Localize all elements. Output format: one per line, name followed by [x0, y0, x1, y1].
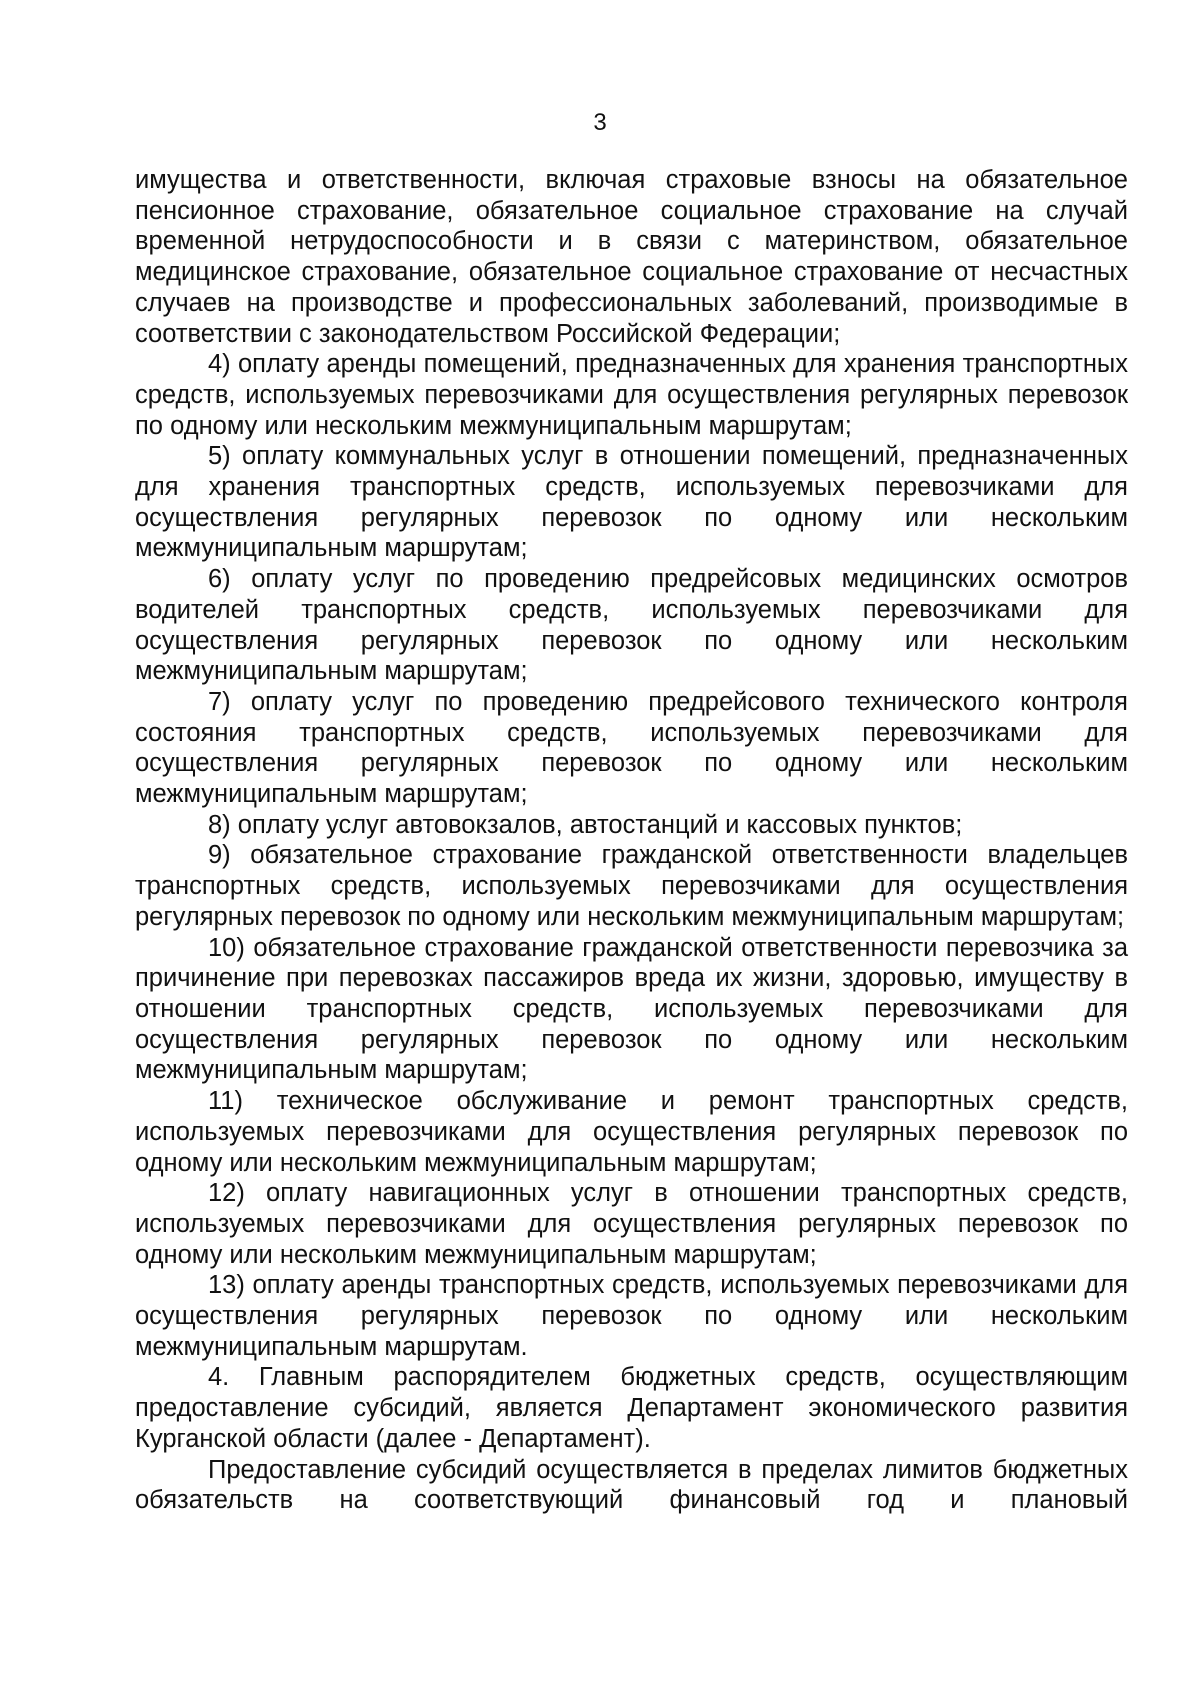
- page-number: 3: [593, 109, 607, 136]
- clause-4: 4. Главным распорядителем бюджетных средств, осуществляющим предоставление субсидий, является Департамент экономического развития Курганской области (далее - Департамент).: [135, 1363, 1128, 1453]
- list-item-13: 13) оплату аренды транспортных средств, используемых перевозчиками для осуществления регулярных перевозок по одному или нескольким межмуниципальным маршрутам.: [135, 1271, 1128, 1361]
- list-item-9: 9) обязательное страхование гражданской ответственности владельцев транспортных средств, используемых перевозчиками для осуществления регулярных перевозок по одному или нескольким межмуниципальным маршрутам;: [135, 841, 1128, 931]
- paragraph-continuation: имущества и ответственности, включая страховые взносы на обязательное пенсионное страхование, обязательное социальное страхование на случай временной нетрудоспособности и в связи с материнством, обязательное медицинское страхование, обязательное социальное страхование от несчастных случаев на производстве и профессиональных заболеваний, производимые в соответствии с законодательством Российской Федерации;: [135, 166, 1128, 348]
- list-item-5: 5) оплату коммунальных услуг в отношении помещений, предназначенных для хранения транспортных средств, используемых перевозчиками для осуществления регулярных перевозок по одному или нескольким межмуниципальным маршрутам;: [135, 442, 1128, 563]
- document-body: [135, 165, 1128, 1516]
- list-item-11: 11) техническое обслуживание и ремонт транспортных средств, используемых перевозчиками для осуществления регулярных перевозок по одному или нескольким межмуниципальным маршрутам;: [135, 1087, 1128, 1177]
- list-item-4: 4) оплату аренды помещений, предназначенных для хранения транспортных средств, используемых перевозчиками для осуществления регулярных перевозок по одному или нескольким межмуниципальным маршрутам;: [135, 350, 1128, 440]
- clause-4-continuation: Предоставление субсидий осуществляется в пределах лимитов бюджетных обязательств на соответствующий финансовый год и плановый: [135, 1455, 1128, 1515]
- list-item-7: 7) оплату услуг по проведению предрейсового технического контроля состояния транспортных средств, используемых перевозчиками для осуществления регулярных перевозок по одному или нескольким межмуниципальным маршрутам;: [135, 687, 1128, 809]
- list-item-8: 8) оплату услуг автовокзалов, автостанций и кассовых пунктов;: [208, 810, 963, 839]
- list-item-12: 12) оплату навигационных услуг в отношении транспортных средств, используемых перевозчиками для осуществления регулярных перевозок по одному или нескольким межмуниципальным маршрутам;: [135, 1179, 1128, 1269]
- list-item-10: 10) обязательное страхование гражданской ответственности перевозчика за причинение при перевозках пассажиров вреда их жизни, здоровью, имуществу в отношении транспортных средств, используемых перевозчиками для осуществления регулярных перевозок по одному или нескольким межмуниципальным маршрутам;: [135, 933, 1128, 1085]
- list-item-6: 6) оплату услуг по проведению предрейсовых медицинских осмотров водителей транспортных средств, используемых перевозчиками для осуществления регулярных перевозок по одному или нескольким межмуниципальным маршрутам;: [135, 565, 1128, 686]
